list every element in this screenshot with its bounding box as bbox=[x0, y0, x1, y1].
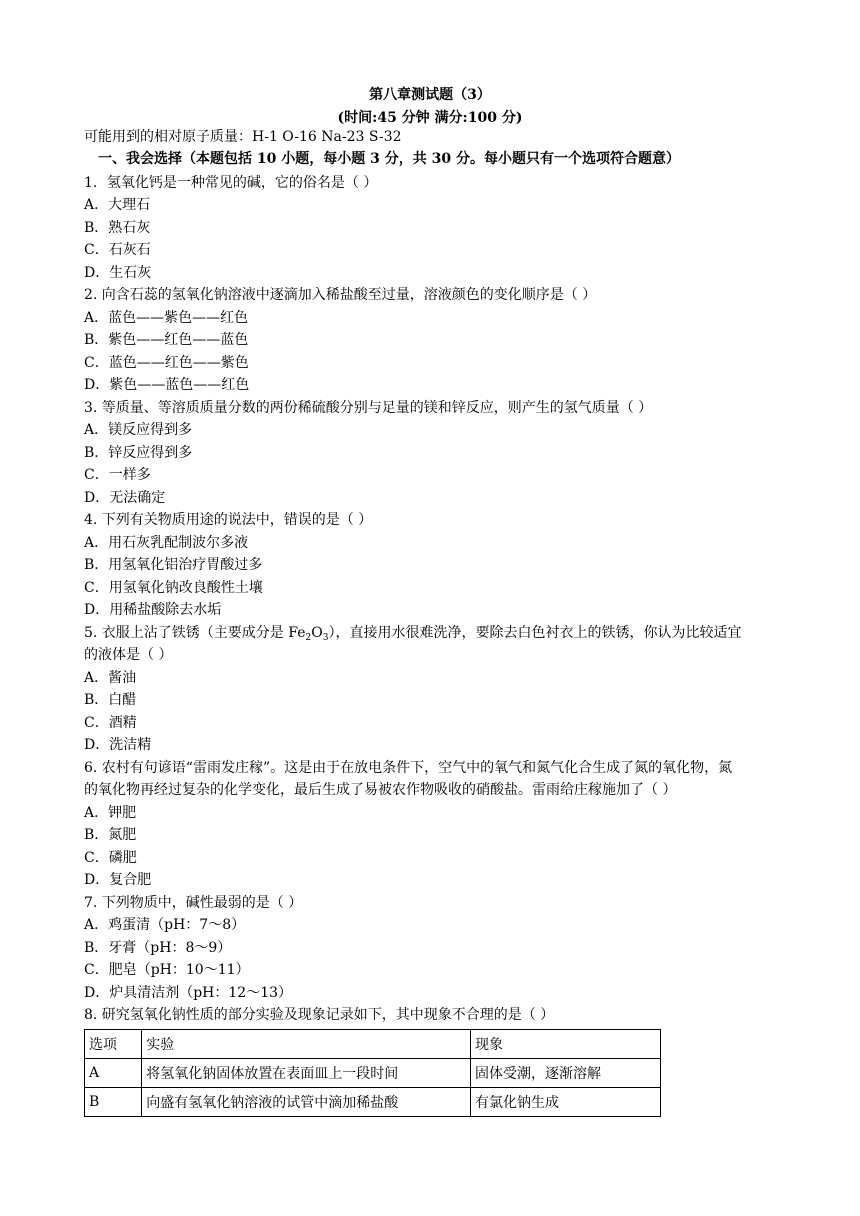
question-6-option-d: D．复合肥 bbox=[84, 872, 152, 888]
table-row bbox=[85, 1088, 661, 1117]
question-3-option-c: C．一样多 bbox=[84, 467, 151, 483]
table-header-cell: 选项 bbox=[85, 1030, 142, 1059]
question-6-option-a: A．钾肥 bbox=[84, 805, 137, 821]
table-cell: 有氯化钠生成 bbox=[471, 1088, 661, 1117]
question-5-stem-part3: ），直接用水很难洗净，要除去白色衬衣上的铁锈，你认为比较适宜 bbox=[328, 625, 742, 641]
question-1-option-a: A．大理石 bbox=[84, 197, 151, 213]
question-2-option-a: A．蓝色——紫色——红色 bbox=[84, 310, 249, 326]
question-1-option-d: D．生石灰 bbox=[84, 265, 152, 281]
question-5-stem-part1: 5. 衣服上沾了铁锈（主要成分是 Fe bbox=[84, 625, 306, 641]
question-1-option-c: C．石灰石 bbox=[84, 242, 151, 258]
question-5-option-d: D．洗洁精 bbox=[84, 737, 152, 753]
formula-subscript: 2 bbox=[305, 633, 312, 643]
question-8-stem: 8. 研究氢氧化钠性质的部分实验及现象记录如下，其中现象不合理的是（ ） bbox=[84, 1007, 555, 1023]
question-1-option-b: B．熟石灰 bbox=[84, 220, 151, 236]
question-7-stem: 7. 下列物质中，碱性最弱的是（ ） bbox=[84, 895, 303, 911]
table-header-row bbox=[85, 1030, 661, 1059]
question-3-option-a: A．镁反应得到多 bbox=[84, 422, 193, 438]
question-2-option-b: B．紫色——红色——蓝色 bbox=[84, 332, 249, 348]
table-header-cell: 实验 bbox=[142, 1030, 471, 1059]
table-cell: A bbox=[85, 1059, 142, 1088]
question-6-option-b: B．氮肥 bbox=[84, 827, 137, 843]
question-5-option-b: B．白醋 bbox=[84, 692, 137, 708]
question-3-option-d: D．无法确定 bbox=[84, 490, 166, 506]
question-3-option-b: B．锌反应得到多 bbox=[84, 445, 193, 461]
question-4-stem: 4. 下列有关物质用途的说法中，错误的是（ ） bbox=[84, 512, 373, 528]
table-cell: 固体受潮，逐渐溶解 bbox=[471, 1059, 661, 1088]
question-4-option-b: B．用氢氧化铝治疗胃酸过多 bbox=[84, 557, 263, 573]
question-5-option-a: A．酱油 bbox=[84, 670, 137, 686]
table-cell: 向盛有氢氧化钠溶液的试管中滴加稀盐酸 bbox=[142, 1088, 471, 1117]
table-cell: 将氢氧化钠固体放置在表面皿上一段时间 bbox=[142, 1059, 471, 1088]
page-title: 第八章测试题（3） bbox=[369, 87, 491, 103]
question-5-option-c: C．酒精 bbox=[84, 715, 137, 731]
exam-info: (时间:45 分钟 满分:100 分) bbox=[337, 110, 523, 126]
question-7-option-d: D．炉具清洁剂（pH：12～13） bbox=[84, 985, 293, 1001]
question-7-option-c: C．肥皂（pH：10～11） bbox=[84, 962, 250, 978]
question-4-option-a: A．用石灰乳配制波尔多液 bbox=[84, 535, 249, 551]
question-6-option-c: C．磷肥 bbox=[84, 850, 137, 866]
question-2-option-c: C．蓝色——红色——紫色 bbox=[84, 355, 249, 371]
question-5-stem bbox=[84, 622, 741, 644]
question-3-stem: 3. 等质量、等溶质质量分数的两份稀硫酸分别与足量的镁和锌反应，则产生的氢气质量（ ） bbox=[84, 400, 653, 416]
question-4-option-d: D．用稀盐酸除去水垢 bbox=[84, 602, 222, 618]
table-header-cell: 现象 bbox=[471, 1030, 661, 1059]
question-7-option-a: A．鸡蛋清（pH：7～8） bbox=[84, 917, 246, 933]
atomic-mass-note: 可能用到的相对原子质量：H-1 O-16 Na-23 S-32 bbox=[84, 129, 402, 145]
formula-subscript: 3 bbox=[322, 633, 329, 643]
question-6-stem-line2: 的氧化物再经过复杂的化学变化，最后生成了易被农作物吸收的硝酸盐。雷雨给庄稼施加了（ ） bbox=[84, 782, 677, 798]
table-row bbox=[85, 1059, 661, 1088]
question-7-option-b: B．牙膏（pH：8～9） bbox=[84, 940, 232, 956]
question-1-stem: 1．氢氧化钙是一种常见的碱，它的俗名是（ ） bbox=[84, 175, 378, 191]
question-2-option-d: D．紫色——蓝色——红色 bbox=[84, 377, 250, 393]
section-title: 一、我会选择（本题包括 10 小题，每小题 3 分，共 30 分。每小题只有一个选项符合题意） bbox=[98, 151, 680, 167]
question-2-stem: 2. 向含石蕊的氢氧化钠溶液中逐滴加入稀盐酸至过量，溶液颜色的变化顺序是（ ） bbox=[84, 287, 597, 303]
question-4-option-c: C．用氢氧化钠改良酸性土壤 bbox=[84, 580, 263, 596]
question-5-stem-part2: O bbox=[311, 625, 323, 641]
question-6-stem-line1: 6. 农村有句谚语“雷雨发庄稼”。这是由于在放电条件下，空气中的氧气和氮气化合生成了氮的氧化物，氮 bbox=[84, 760, 733, 776]
table-cell: B bbox=[85, 1088, 142, 1117]
question-5-stem-line2: 的液体是（ ） bbox=[84, 647, 173, 663]
experiment-table bbox=[84, 1029, 661, 1117]
